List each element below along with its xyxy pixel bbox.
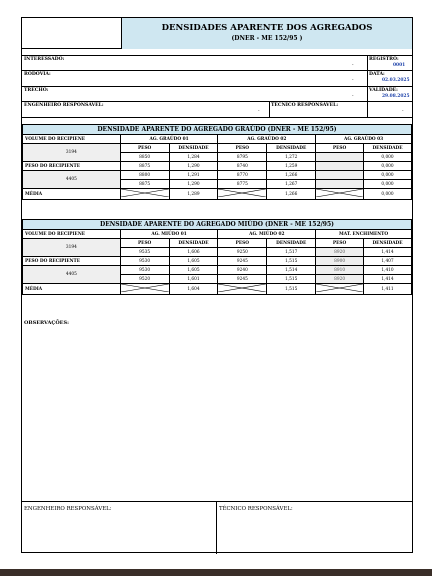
table-cell: 1,411 — [364, 284, 412, 295]
table-cell: PESO — [120, 239, 169, 248]
cross-cell — [316, 189, 364, 200]
table-cell: AG. GRAÚDO 03 — [316, 135, 412, 144]
table-cell: PESO — [316, 144, 364, 153]
volume-value: 3194 — [23, 144, 121, 162]
table-cell: 8740 — [218, 162, 267, 171]
table-cell: - — [352, 63, 354, 68]
table-cell — [316, 284, 364, 295]
page-title: DENSIDADES APARENTE DOS AGREGADOS — [161, 23, 373, 33]
table-cell: 8910 — [316, 266, 364, 275]
table-cell: 1,601 — [169, 275, 218, 284]
table-cell: 3194 — [23, 239, 121, 257]
table-cell: 9520 — [120, 275, 169, 284]
cross-icon — [316, 189, 363, 197]
table-cell: 1,517 — [267, 248, 316, 257]
table-cell — [218, 284, 267, 295]
media-row — [23, 284, 412, 295]
table-cell: DENSIDADE — [169, 239, 218, 248]
cross-cell — [218, 189, 267, 200]
table-row — [23, 257, 412, 266]
engenheiro-label: ENGENHEIRO RESPONSÁVEL: — [24, 103, 104, 108]
table-cell: AG. GRAÚDO 02 — [218, 135, 316, 144]
table-cell: 0,000 — [364, 189, 412, 200]
report-sheet — [21, 17, 413, 553]
table-row — [23, 162, 412, 171]
table-cell: - — [352, 78, 354, 83]
logo-area — [22, 18, 122, 49]
registro-label: REGISTRO: — [369, 57, 399, 62]
table-cell — [120, 284, 169, 295]
footer-tecnico-label: TÉCNICO RESPONSÁVEL: — [219, 506, 293, 512]
cross-cell — [120, 189, 169, 200]
cross-icon — [121, 189, 169, 197]
table-row — [23, 171, 412, 180]
signature-footer — [22, 501, 412, 553]
table-cell: 0,000 — [364, 162, 412, 171]
table-cell: 9530 — [120, 266, 169, 275]
table-cell: 4405 — [23, 171, 121, 189]
table-cell: AG. MIÚDO 01 — [120, 230, 218, 239]
table-cell: 1,604 — [169, 284, 218, 295]
table-cell: AG. GRAÚDO 01 — [120, 135, 218, 144]
table-cell: 8920 — [316, 248, 364, 257]
table-cell: 1,414 — [364, 275, 412, 284]
miudo-table — [22, 219, 412, 295]
table-cell: 1,407 — [364, 257, 412, 266]
table-cell: DENSIDADE — [364, 239, 412, 248]
table-cell: 1,272 — [267, 153, 316, 162]
table-row — [23, 266, 412, 275]
miudo-section-title: DENSIDADE APARENTE DO AGREGADO MIÚDO (DNER - ME 152/95) — [23, 220, 412, 230]
table-cell: PESO — [120, 144, 169, 153]
table-cell — [316, 180, 364, 189]
table-cell: 0,000 — [364, 180, 412, 189]
table-cell: 1,290 — [169, 162, 218, 171]
table-cell: 1,515 — [267, 284, 316, 295]
table-cell: 8850 — [120, 153, 169, 162]
header — [22, 18, 412, 49]
tecnico-label: TÉCNICO RESPONSÁVEL: — [271, 103, 339, 108]
registro-value: 0001 — [393, 63, 406, 68]
table-cell: 1,266 — [267, 189, 316, 200]
media-row — [23, 189, 412, 200]
trecho-label: TRECHO: — [24, 88, 49, 93]
table-cell: 0,000 — [364, 171, 412, 180]
cross-icon — [218, 284, 266, 292]
cross-icon — [218, 189, 266, 197]
table-cell: 1,515 — [267, 275, 316, 284]
table-cell — [316, 171, 364, 180]
table-cell: MÉDIA — [23, 284, 121, 295]
graudo-section-title: DENSIDADE APARENTE DO AGREGADO GRAÚDO (DNER - ME 152/95) — [23, 125, 412, 135]
table-cell: 1,605 — [169, 257, 218, 266]
table-cell: 4405 — [23, 266, 121, 284]
table-cell: MAT. ENCHIMENTO — [316, 230, 412, 239]
title-box — [122, 18, 412, 49]
table-cell: 1,267 — [267, 180, 316, 189]
table-cell: 1,606 — [169, 248, 218, 257]
table-cell: 1,284 — [169, 153, 218, 162]
table-cell: 9250 — [218, 248, 267, 257]
table-cell: 9245 — [218, 275, 267, 284]
table-cell: VOLUME DO RECIPIENE — [23, 230, 121, 239]
table-cell: 1,289 — [169, 189, 218, 200]
table-cell: PESO — [218, 239, 267, 248]
table-cell: DENSIDADE — [267, 239, 316, 248]
validade-label: VALIDADE: — [369, 88, 398, 93]
table-cell: 8875 — [120, 180, 169, 189]
table-cell: DENSIDADE — [364, 144, 412, 153]
table-cell: 9240 — [218, 266, 267, 275]
table-cell: PESO — [218, 144, 267, 153]
data-value: 02.03.2025 — [382, 78, 410, 83]
table-cell: 8795 — [218, 153, 267, 162]
table-cell: PESO — [316, 239, 364, 248]
table-cell: - — [258, 109, 260, 114]
volume-label: VOLUME DO RECIPIENE — [23, 135, 121, 144]
table-cell: - — [352, 94, 354, 99]
table-cell: 1,605 — [169, 266, 218, 275]
table-cell: 1,410 — [364, 266, 412, 275]
observacoes-label: OBSERVAÇÕES: — [24, 320, 69, 326]
table-cell: DENSIDADE — [169, 144, 218, 153]
table-cell — [316, 162, 364, 171]
table-cell: 8875 — [120, 162, 169, 171]
table-cell: 9530 — [120, 257, 169, 266]
table-cell: 9535 — [120, 248, 169, 257]
table-cell — [316, 153, 364, 162]
footer-engenheiro-label: ENGENHEIRO RESPONSÁVEL: — [24, 506, 112, 512]
table-cell: 1,515 — [267, 257, 316, 266]
table-cell: 8900 — [316, 257, 364, 266]
table-cell: 1,291 — [169, 171, 218, 180]
validade-value: 29.08.2025 — [382, 94, 410, 99]
table-cell: PESO DO RECIPIENTE — [23, 257, 121, 266]
table-cell: 8770 — [218, 171, 267, 180]
table-cell: DENSIDADE — [267, 144, 316, 153]
table-cell: 1,514 — [267, 266, 316, 275]
table-cell: 1,266 — [267, 171, 316, 180]
table-cell: - — [402, 109, 404, 114]
rodovia-label: RODOVIA: — [24, 72, 51, 77]
table-cell: 1,290 — [169, 180, 218, 189]
table-cell: 0,000 — [364, 153, 412, 162]
cross-icon — [121, 284, 169, 292]
info-block — [22, 49, 412, 124]
table-cell: 1,414 — [364, 248, 412, 257]
page-subtitle: (DNER - ME 152/95 ) — [231, 35, 303, 42]
table-cell: MÉDIA — [23, 189, 121, 200]
cross-icon — [316, 284, 363, 292]
graudo-table — [22, 124, 412, 200]
bottom-bar — [0, 569, 432, 576]
data-label: DATA: — [369, 72, 385, 77]
table-cell: 8800 — [120, 171, 169, 180]
table-cell: PESO DO RECIPIENTE — [23, 162, 121, 171]
table-cell: 9245 — [218, 257, 267, 266]
interessado-label: INTERESSADO: — [24, 57, 65, 62]
table-cell: 8775 — [218, 180, 267, 189]
table-cell: 1,259 — [267, 162, 316, 171]
table-cell: 8920 — [316, 275, 364, 284]
table-cell: AG. MIÚDO 02 — [218, 230, 316, 239]
